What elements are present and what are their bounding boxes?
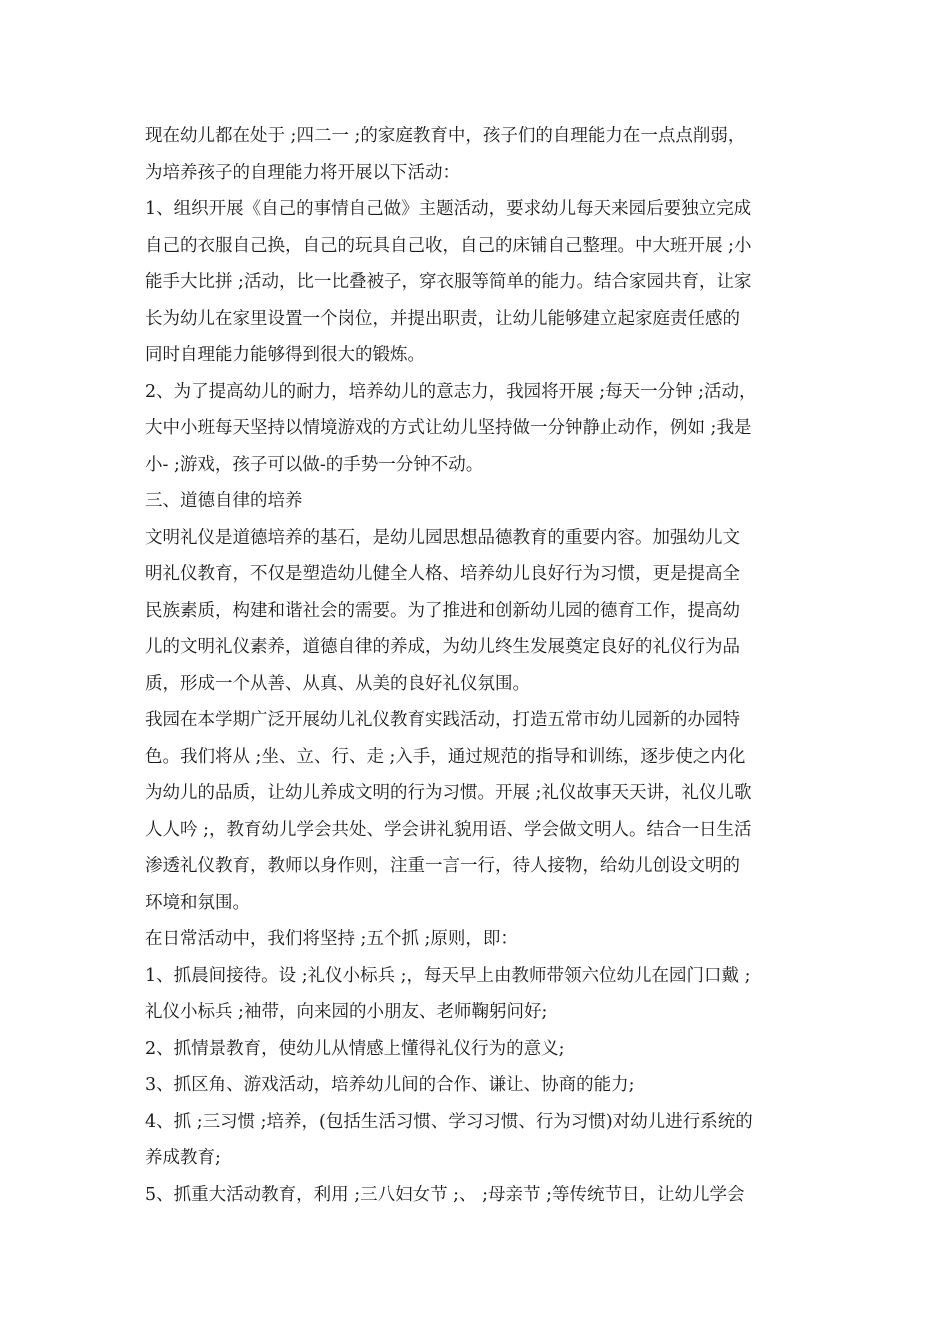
text-line: 大中小班每天坚持以情境游戏的方式让幼儿坚持做一分钟静止动作，例如 ;我是: [145, 418, 752, 438]
text-line: 环境和氛围。: [145, 892, 250, 913]
text-line: 为培养孩子的自理能力将开展以下活动：: [145, 162, 460, 183]
text-line: 现在幼儿都在处于 ;四二一 ;的家庭教育中，孩子们的自理能力在一点点削弱，: [145, 126, 746, 146]
text-line: 渗透礼仪教育，教师以身作则，注重一言一行，待人接物，给幼儿创设文明的: [145, 856, 740, 876]
text-line: 我园在本学期广泛开展幼儿礼仪教育实践活动，打造五常市幼儿园新的办园特: [145, 710, 740, 730]
text-line: 明礼仪教育，不仅是塑造幼儿健全人格、培养幼儿良好行为习惯，更是提高全: [145, 564, 740, 584]
text-line: 质，形成一个从善、从真、从美的良好礼仪氛围。: [145, 673, 530, 694]
text-line: 2、为了提高幼儿的耐力，培养幼儿的意志力，我园将开展 ;每天一分钟 ;活动，: [145, 381, 757, 402]
text-line: 能手大比拼 ;活动，比一比叠被子，穿衣服等简单的能力。结合家园共育，让家: [145, 272, 752, 292]
text-line: 5、抓重大活动教育，利用 ;三八妇女节 ;、 ;母亲节 ;等传统节日，让幼儿学会: [145, 1184, 745, 1205]
text-line: 3、抓区角、游戏活动，培养幼儿间的合作、谦让、协商的能力;: [145, 1075, 635, 1095]
section-heading: 三、道德自律的培养: [145, 491, 303, 511]
body-text: [145, 118, 815, 1213]
text-line: 自己的衣服自己换，自己的玩具自己收，自己的床铺自己整理。中大班开展 ;小: [145, 235, 752, 256]
text-line: 1、抓晨间接待。设 ;礼仪小标兵 ;，每天早上由教师带领六位幼儿在园门口戴 ;: [145, 965, 751, 986]
text-line: 小- ;游戏，孩子可以做-的手势一分钟不动。: [145, 454, 484, 475]
text-line: 文明礼仪是道德培养的基石，是幼儿园思想品德教育的重要内容。加强幼儿文: [145, 527, 740, 548]
text-line: 2、抓情景教育，使幼儿从情感上懂得礼仪行为的意义;: [145, 1038, 565, 1059]
text-line: 4、抓 ;三习惯 ;培养，(包括生活习惯、学习习惯、行为习惯)对幼儿进行系统的: [145, 1111, 753, 1132]
text-line: 1、组织开展《自己的事情自己做》主题活动，要求幼儿每天来园后要独立完成: [145, 199, 752, 219]
text-line: 同时自理能力能够得到很大的锻炼。: [145, 345, 425, 365]
text-line: 人人吟 ;，教育幼儿学会共处、学会讲礼貌用语、学会做文明人。结合一日生活: [145, 819, 752, 840]
text-line: 长为幼儿在家里设置一个岗位，并提出职责，让幼儿能够建立起家庭责任感的: [145, 308, 740, 329]
text-line: 为幼儿的品质，让幼儿养成文明的行为习惯。开展 ;礼仪故事天天讲，礼仪儿歌: [145, 783, 752, 803]
text-line: 养成教育;: [145, 1148, 221, 1168]
text-line: 礼仪小标兵 ;袖带，向来园的小朋友、老师鞠躬问好;: [145, 1002, 548, 1022]
text-line: 儿的文明礼仪素养，道德自律的养成，为幼儿终生发展奠定良好的礼仪行为品: [145, 637, 740, 657]
text-line: 民族素质，构建和谐社会的需要。为了推进和创新幼儿园的德育工作，提高幼: [145, 600, 740, 621]
text-line: 在日常活动中，我们将坚持 ;五个抓 ;原则，即：: [145, 929, 518, 949]
text-line: 色。我们将从 ;坐、立、行、走 ;入手，通过规范的指导和训练，逐步使之内化: [145, 746, 746, 767]
